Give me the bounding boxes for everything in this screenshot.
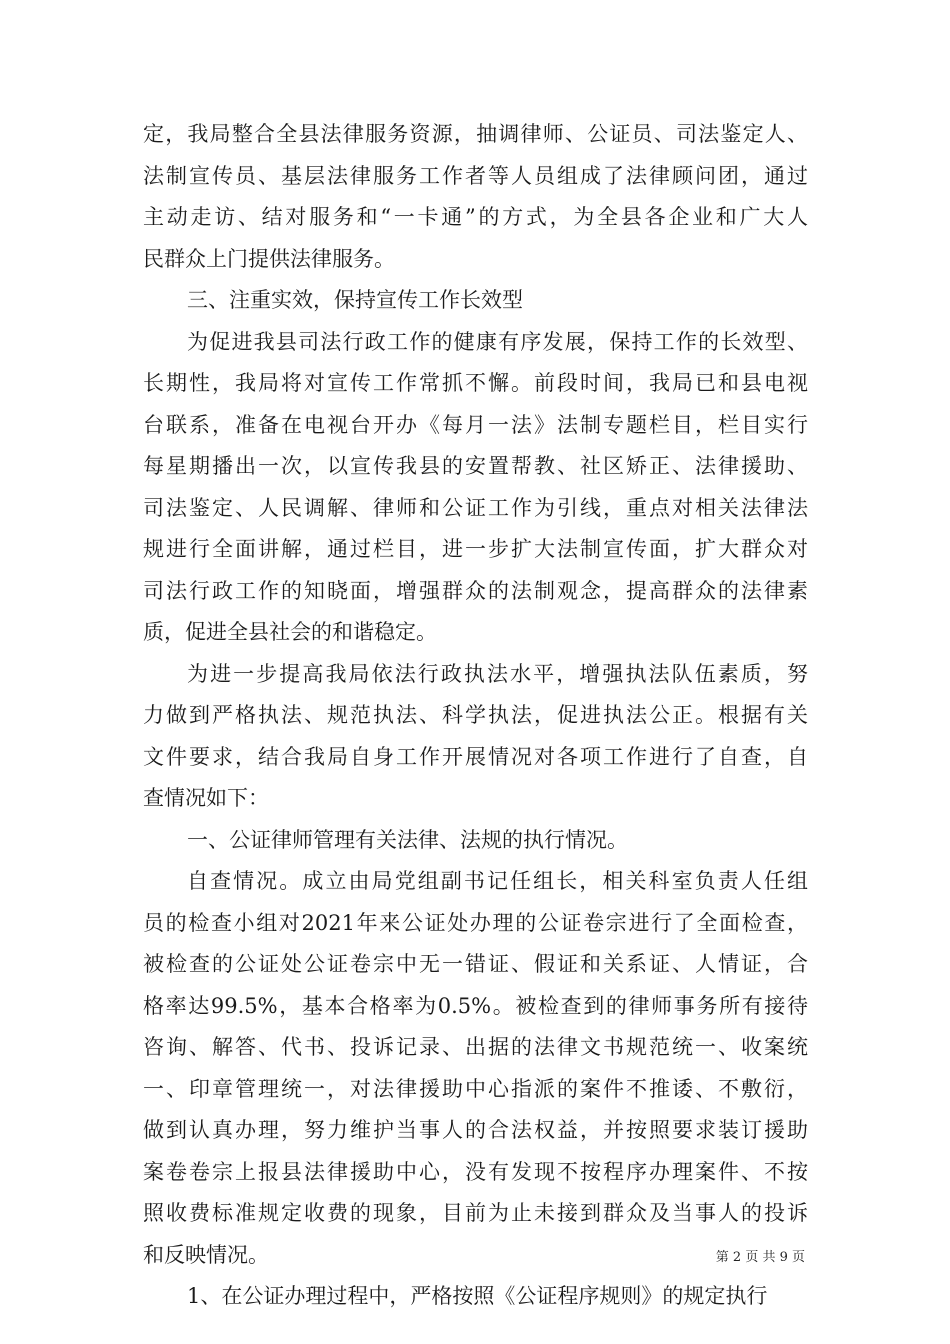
text-line: 质，促进全县社会的和谐稳定。 xyxy=(143,620,437,644)
text-line: 为促进我县司法行政工作的健康有序发展，保持工作的长效型、 xyxy=(187,329,808,354)
text-line: 力做到严格执法、规范执法、科学执法，促进执法公正。根据有关 xyxy=(143,703,808,727)
page-number: 第 2 页 共 9 页 xyxy=(715,1250,805,1265)
text-line: 司法行政工作的知晓面，增强群众的法制观念，提高群众的法律素 xyxy=(143,578,808,603)
text-line: 自查情况。成立由局党组副书记任组长，相关科室负责人任组 xyxy=(187,869,808,893)
text-line: 1、在公证办理过程中，严格按照《公证程序规则》的规定执行 xyxy=(187,1284,768,1308)
text-line: 咨询、解答、代书、投诉记录、出据的法律文书规范统一、收案统 xyxy=(143,1035,808,1059)
section-heading xyxy=(143,280,808,322)
text-line: 司法鉴定、人民调解、律师和公证工作为引线，重点对相关法律法 xyxy=(143,495,808,520)
text-line: 一、印章管理统一，对法律援助中心指派的案件不推诿、不敷衍， xyxy=(143,1076,808,1101)
text-line: 主动走访、结对服务和“一卡通”的方式，为全县各企业和广大人 xyxy=(143,205,808,229)
text-line: 民群众上门提供法律服务。 xyxy=(143,246,395,271)
text-line: 为进一步提高我局依法行政执法水平，增强执法队伍素质，努 xyxy=(187,661,808,686)
text-line: 台联系，准备在电视台开办《每月一法》法制专题栏目，栏目实行 xyxy=(143,412,808,437)
text-line: 长期性，我局将对宣传工作常抓不懈。前段时间，我局已和县电视 xyxy=(143,371,808,395)
paragraph xyxy=(143,861,808,1276)
text-line: 法制宣传员、基层法律服务工作者等人员组成了法律顾问团，通过 xyxy=(143,163,808,188)
text-line: 格率达99.5%，基本合格率为0.5%。被检查到的律师事务所有接待 xyxy=(143,993,808,1018)
text-line: 和反映情况。 xyxy=(143,1242,269,1267)
paragraph xyxy=(143,1276,808,1318)
paragraph xyxy=(143,654,808,820)
paragraph xyxy=(143,322,808,654)
text-line: 三、注重实效，保持宣传工作长效型 xyxy=(187,288,523,312)
text-line: 做到认真办理，努力维护当事人的合法权益，并按照要求装订援助 xyxy=(143,1118,808,1142)
text-line: 一、公证律师管理有关法律、法规的执行情况。 xyxy=(187,827,628,852)
text-line: 查情况如下： xyxy=(143,786,269,810)
text-line: 照收费标准规定收费的现象，目前为止未接到群众及当事人的投诉 xyxy=(143,1201,808,1225)
document-body xyxy=(143,114,808,1318)
text-line: 案卷卷宗上报县法律援助中心，没有发现不按程序办理案件、不按 xyxy=(143,1159,808,1184)
text-line: 员的检查小组对2021年来公证处办理的公证卷宗进行了全面检查， xyxy=(143,910,808,935)
text-line: 每星期播出一次，以宣传我县的安置帮教、社区矫正、法律援助、 xyxy=(143,454,808,478)
text-line: 文件要求，结合我局自身工作开展情况对各项工作进行了自查，自 xyxy=(143,744,808,769)
text-line: 定，我局整合全县法律服务资源，抽调律师、公证员、司法鉴定人、 xyxy=(143,122,808,146)
section-heading xyxy=(143,820,808,862)
paragraph xyxy=(143,114,808,280)
text-line: 规进行全面讲解，通过栏目，进一步扩大法制宣传面，扩大群众对 xyxy=(143,537,808,561)
text-line: 被检查的公证处公证卷宗中无一错证、假证和关系证、人情证，合 xyxy=(143,952,808,976)
